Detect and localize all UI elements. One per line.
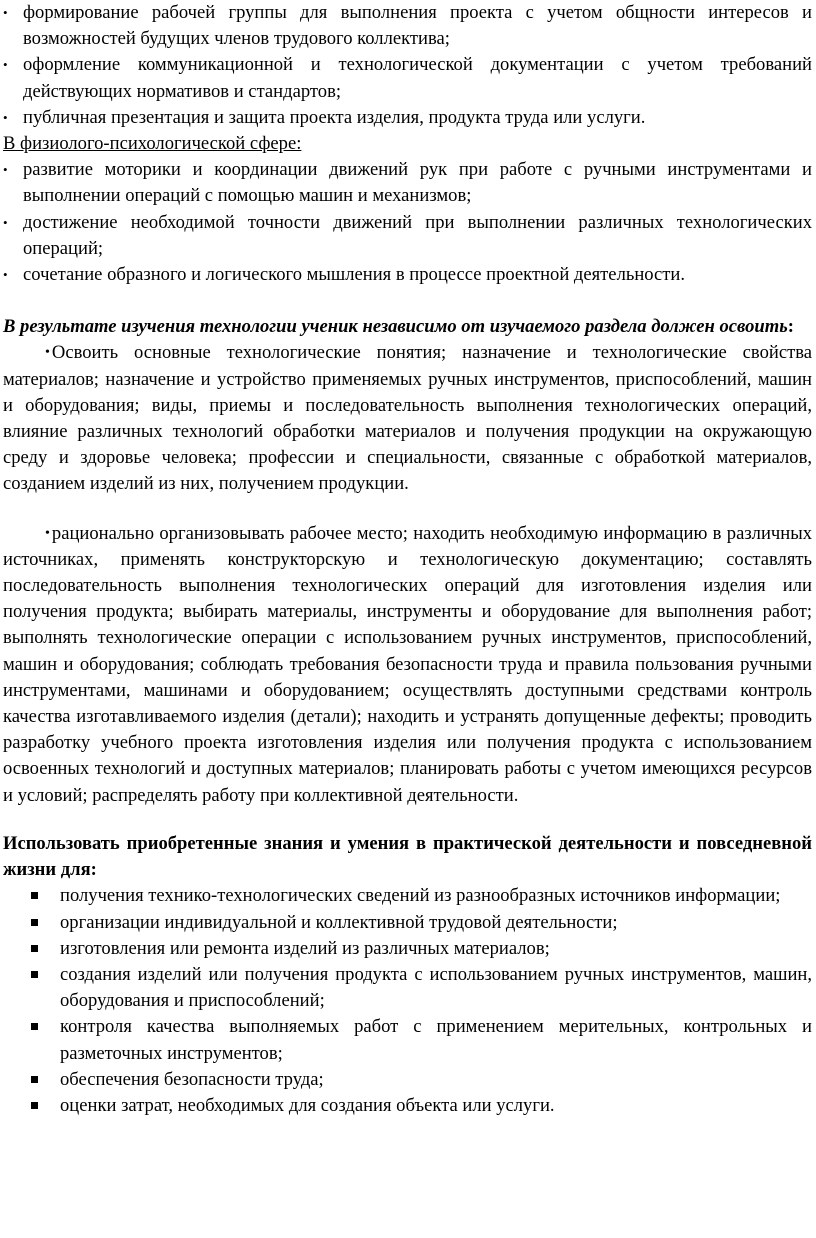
list-item: • публичная презентация и защита проекта изделия, продукта труда или услуги. <box>3 105 812 131</box>
bullet-dot: • <box>45 525 50 541</box>
list-item: контроля качества выполняемых работ с применением мерительных, контрольных и разметочных инструментов; <box>3 1014 812 1066</box>
bullet-dot: • <box>3 162 8 178</box>
list-item: • оформление коммуникационной и технологической документации с учетом требований действующих нормативов и стандартов; <box>3 54 812 102</box>
list-item: • сочетание образного и логического мышления в процессе проектной деятельности. <box>3 262 812 288</box>
use-heading: Использовать приобретенные знания и умения в практической деятельности и повседневной жизни для: <box>3 832 812 881</box>
square-bullet-icon <box>31 971 38 978</box>
list-item: • формирование рабочей группы для выполнения проекта с учетом общности интересов и возможностей будущих членов трудового коллектива; <box>3 2 812 50</box>
bullet-dot: • <box>45 345 50 361</box>
list-item: изготовления или ремонта изделий из различных материалов; <box>3 936 812 962</box>
physio-heading: В физиолого-психологической сфере: <box>3 133 302 155</box>
bullet-dot: • <box>3 214 8 230</box>
top-bullet-list <box>3 0 812 131</box>
list-item: обеспечения безопасности труда; <box>3 1067 812 1093</box>
list-item: оценки затрат, необходимых для создания объекта или услуги. <box>3 1093 812 1119</box>
square-bullet-icon <box>31 1076 38 1083</box>
outcome-paragraph: • рационально организовывать рабочее место; находить необходимую информацию в различных источниках, применять конструкторскую и технологическую документацию; составлять последовательность выполнения технологических операций для изготовления изделия или получения продукта; выбирать материалы, инструменты и оборудование для выполнения работ; выполнять технологические операции с использованием ручных инструментов, приспособлений, машин и оборудования; соблюдать требования безопасности труда и правила пользования ручными инструментами, машинами и оборудованием; осуществлять доступными средствами контроль качества изготавливаемого изделия (детали); находить и устранять допущенные дефекты; проводить разработку учебного проекта изготовления изделия или получения продукта с использованием освоенных технологий и доступных материалов; планировать работы с учетом имеющихся ресурсов и условий; распределять работу при коллективной деятельности. <box>3 522 812 806</box>
bullet-dot: • <box>3 57 8 73</box>
bullet-dot: • <box>3 267 8 283</box>
list-item: • достижение необходимой точности движений при выполнении различных технологических операций; <box>3 211 812 259</box>
square-bullet-icon <box>31 892 38 899</box>
bullet-dot: • <box>3 5 8 20</box>
bullet-dot: • <box>3 109 8 125</box>
square-bullet-icon <box>31 919 38 926</box>
list-item: организации индивидуальной и коллективной трудовой деятельности; <box>3 910 812 936</box>
square-bullet-icon <box>31 1023 38 1030</box>
list-item: создания изделий или получения продукта с использованием ручных инструментов, машин, оборудования и приспособлений; <box>3 962 812 1014</box>
use-bullet-list <box>3 883 812 1119</box>
outcomes-intro: В результате изучения технологии ученик независимо от изучаемого раздела должен освоить: <box>3 316 794 338</box>
physio-bullet-list <box>3 157 812 288</box>
list-item: получения технико-технологических сведений из разнообразных источников информации; <box>3 883 812 909</box>
square-bullet-icon <box>31 945 38 952</box>
list-item: • развитие моторики и координации движений рук при работе с ручными инструментами и выполнении операций с помощью машин и механизмов; <box>3 159 812 207</box>
outcome-paragraph: • Освоить основные технологические понятия; назначение и технологические свойства материалов; назначение и устройство применяемых ручных инструментов, приспособлений, машин и оборудования; виды, приемы и последовательность выполнения технологических операций, влияние различных технологий обработки материалов и получения продукции на окружающую среду и здоровье человека; профессии и специальности, связанные с обработкой материалов, созданием изделий из них, получением продукции. <box>3 342 812 495</box>
square-bullet-icon <box>31 1102 38 1109</box>
